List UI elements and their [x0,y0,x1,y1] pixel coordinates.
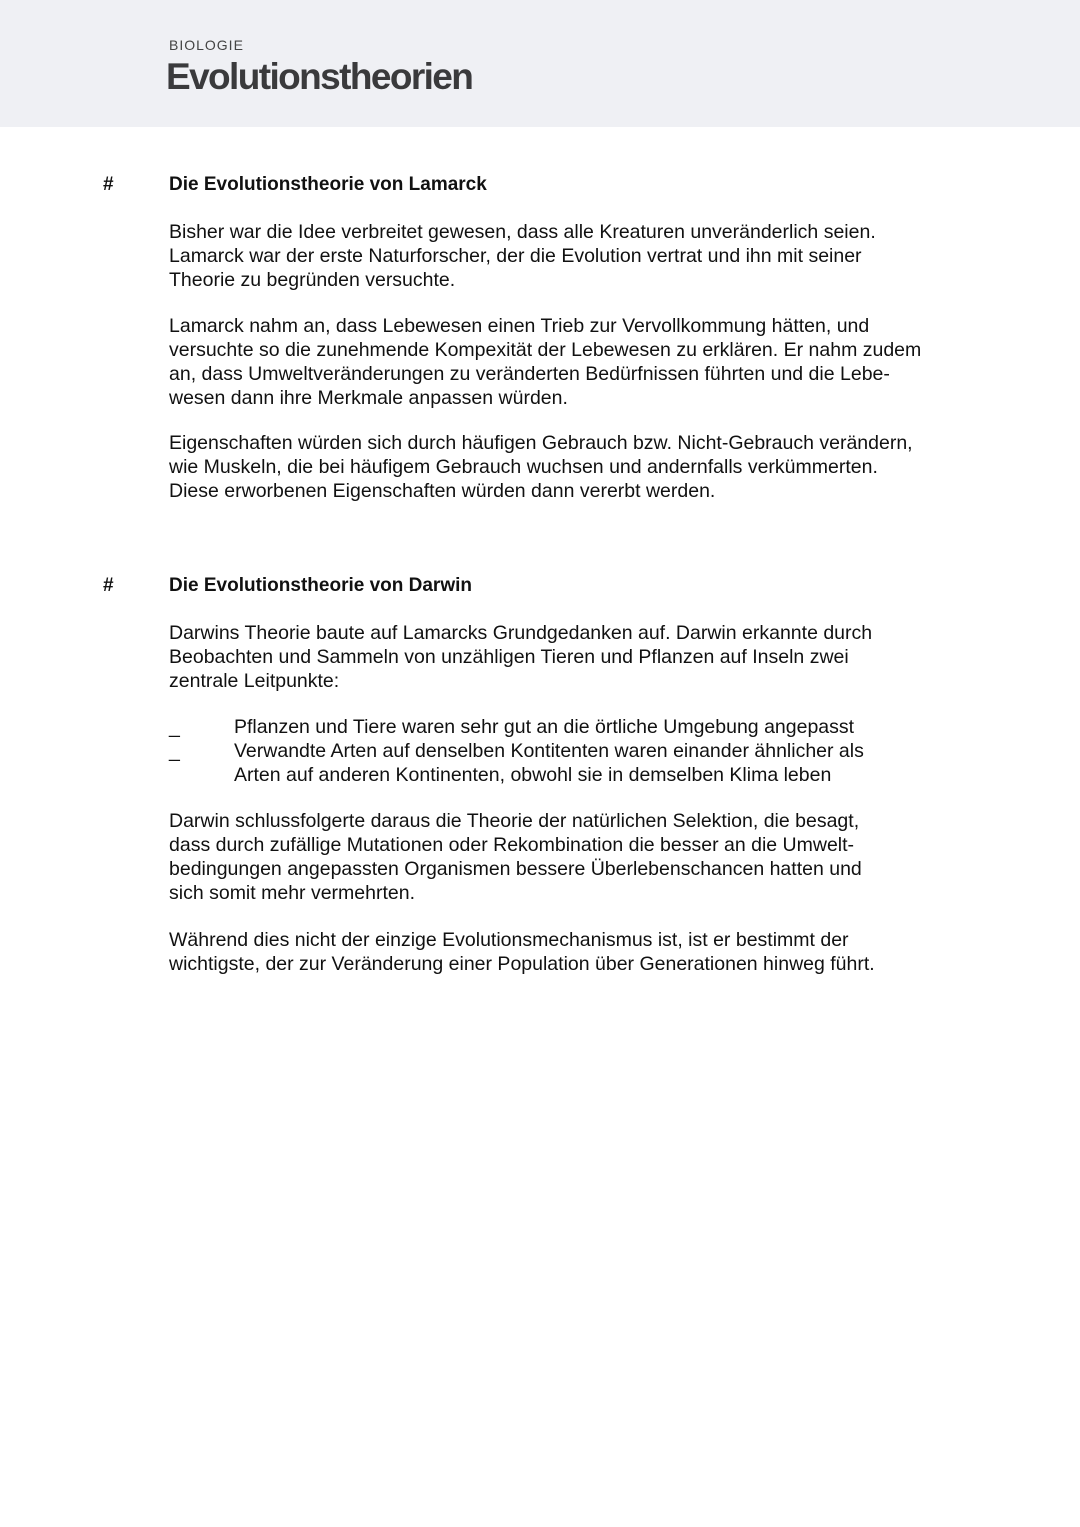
text-line: Verwandte Arten auf denselben Kontitenten waren einander ähnlicher als [234,740,864,762]
text-line: zentrale Leitpunkte: [169,670,340,692]
page-title: Evolutionstheorien [166,56,473,97]
list-item [169,715,864,739]
text-line: Diese erworbenen Eigenschaften würden dann vererbt werden. [169,480,716,502]
text-line: wichtigste, der zur Veränderung einer Population über Generationen hinweg führt. [169,953,875,975]
paragraph [169,314,921,410]
text-line: Lamarck nahm an, dass Lebewesen einen Trieb zur Vervollkommung hätten, und [169,315,870,337]
subject-label: BIOLOGIE [169,37,244,53]
text-line: Eigenschaften würden sich durch häufigen Gebrauch bzw. Nicht-Gebrauch verändern, [169,432,913,454]
list-item [169,739,864,787]
text-line: Lamarck war der erste Naturforscher, der die Evolution vertrat und ihn mit seiner [169,245,862,267]
paragraph [169,809,862,905]
text-line: Beobachten und Sammeln von unzähligen Tieren und Pflanzen auf Inseln zwei [169,646,849,668]
text-line: an, dass Umweltveränderungen zu veränderten Bedürfnissen führten und die Lebe- [169,363,890,385]
text-line: bedingungen angepassten Organismen bessere Überlebenschancen hatten und [169,858,862,880]
text-line: Theorie zu begründen versuchte. [169,269,456,291]
text-line: Darwin schlussfolgerte daraus die Theorie der natürlichen Selektion, die besagt, [169,810,860,832]
text-line: Während dies nicht der einzige Evolutionsmechanismus ist, ist er bestimmt der [169,929,849,951]
section-marker: # [103,575,114,596]
paragraph [169,431,913,503]
text-line: Darwins Theorie baute auf Lamarcks Grundgedanken auf. Darwin erkannte durch [169,622,873,644]
text-line: versuchte so die zunehmende Kompexität der Lebewesen zu erklären. Er nahm zudem [169,339,922,361]
text-line: Pflanzen und Tiere waren sehr gut an die örtliche Umgebung angepasst [234,716,855,738]
text-line: sich somit mehr vermehrten. [169,882,415,904]
text-line: wie Muskeln, die bei häufigem Gebrauch wuchsen und andernfalls verkümmerten. [169,456,878,478]
text-line: wesen dann ihre Merkmale anpassen würden. [169,387,568,409]
section-heading-lamarck: Die Evolutionstheorie von Lamarck [169,174,487,195]
bullet-dash: _ [169,716,180,738]
section-heading-darwin: Die Evolutionstheorie von Darwin [169,575,472,596]
paragraph [169,928,875,976]
bullet-dash: _ [169,740,180,762]
section-marker: # [103,174,114,195]
text-line: Arten auf anderen Kontinenten, obwohl sie in demselben Klima leben [234,764,832,786]
paragraph [169,220,876,292]
text-line: dass durch zufällige Mutationen oder Rekombination die besser an die Umwelt- [169,834,855,856]
bullet-list [169,715,864,787]
text-line: Bisher war die Idee verbreitet gewesen, dass alle Kreaturen unveränderlich seien. [169,221,876,243]
page-header [0,0,1080,127]
paragraph [169,621,872,693]
